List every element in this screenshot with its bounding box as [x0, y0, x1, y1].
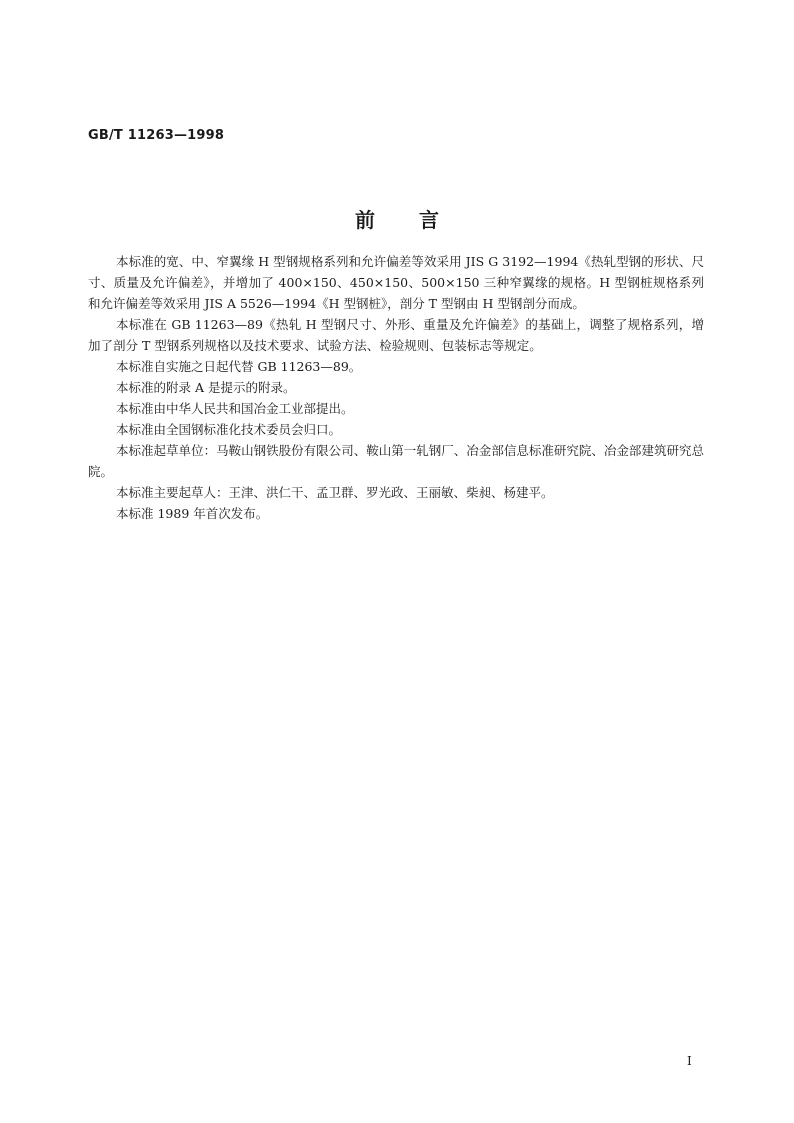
paragraph-equivalence: 本标准的宽、中、窄翼缘 H 型钢规格系列和允许偏差等效采用 JIS G 3192—1994《热轧型钢的形状、尺寸、质量及允许偏差》，并增加了 400×150、450×150、500×150 三种窄翼缘的规格。H 型钢桩规格系列和允许偏差等效采用 JIS A 5526—1994《H 型钢桩》，剖分 T 型钢由 H 型钢剖分而成。: [88, 254, 704, 311]
paragraph-annex: 本标准的附录 A 是提示的附录。: [116, 380, 296, 395]
standard-code: GB/T 11263—1998: [88, 128, 225, 143]
foreword-body: [88, 251, 704, 524]
paragraph-revision-basis: 本标准在 GB 11263—89《热轧 H 型钢尺寸、外形、重量及允许偏差》的基础上，调整了规格系列，增加了剖分 T 型钢系列规格以及技术要求、试验方法、检验规则、包装标志等规定。: [88, 317, 704, 353]
paragraph-first-issue: 本标准 1989 年首次发布。: [116, 506, 269, 521]
page-number: I: [687, 1054, 692, 1068]
paragraph-drafters: 本标准主要起草人：王津、洪仁干、孟卫群、罗光政、王丽敏、柴昶、杨建平。: [116, 485, 554, 500]
page-title: 前言: [355, 208, 483, 232]
paragraph-proposed-by: 本标准由中华人民共和国冶金工业部提出。: [116, 401, 354, 416]
paragraph-centralized-by: 本标准由全国钢标准化技术委员会归口。: [116, 422, 342, 437]
paragraph-drafting-units: 本标准起草单位：马鞍山钢铁股份有限公司、鞍山第一轧钢厂、冶金部信息标准研究院、冶金部建筑研究总院。: [88, 443, 704, 479]
paragraph-replacement: 本标准自实施之日起代替 GB 11263—89。: [116, 359, 362, 374]
